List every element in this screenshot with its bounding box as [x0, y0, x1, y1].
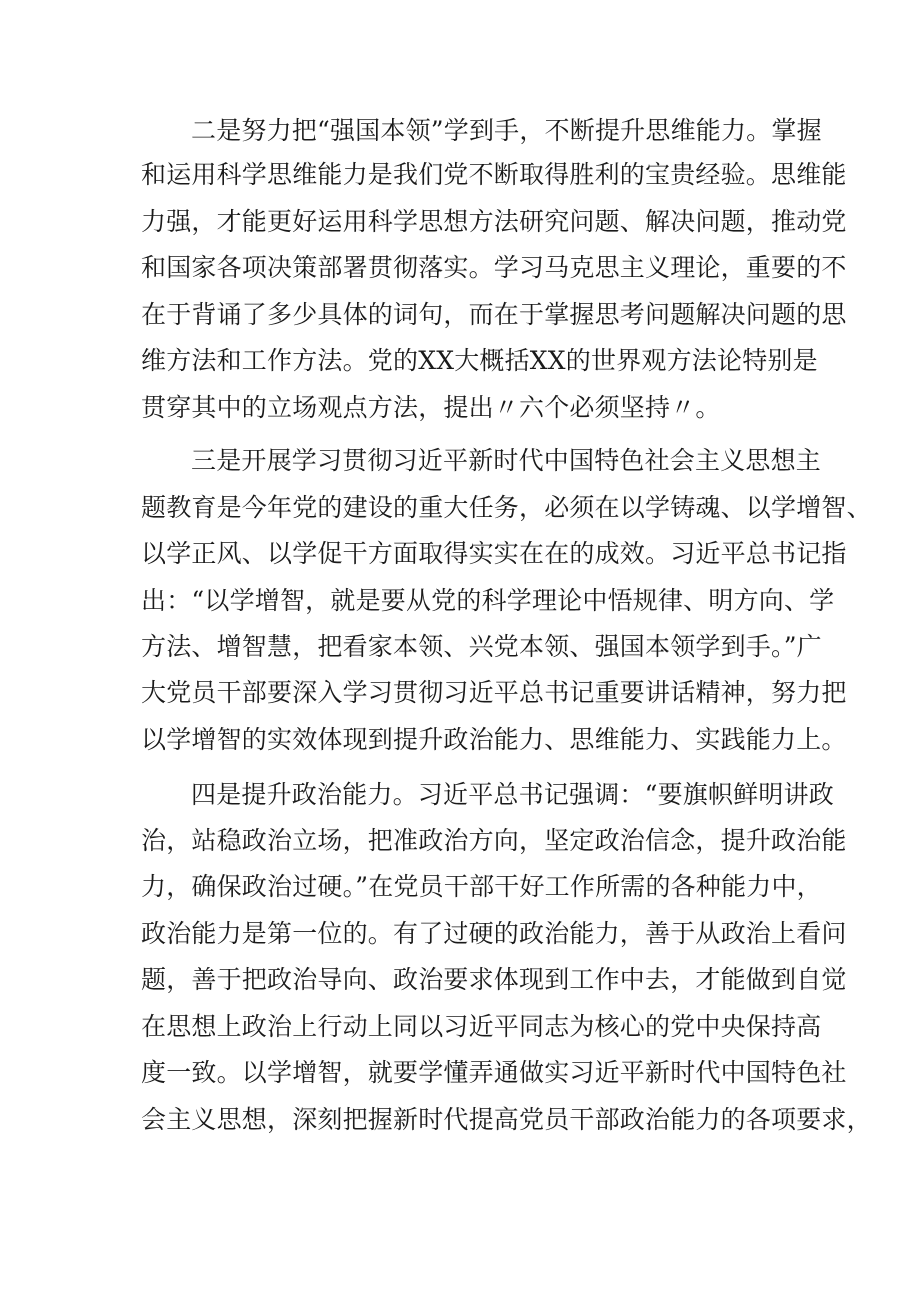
paragraph-4-line-7: 度一致。以学增智，就要学懂弄通做实习近平新时代中国特色社 — [141, 1058, 847, 1087]
paragraph-2-line-7: 贯穿其中的立场观点方法，提出〃六个必须坚持〃。 — [141, 393, 721, 422]
paragraph-4-line-1: 四是提升政治能力。习近平总书记强调：“要旗帜鲜明讲政 — [191, 780, 834, 809]
paragraph-2-line-1: 二是努力把“强国本领”学到手，不断提升思维能力。掌握 — [191, 116, 822, 145]
paragraph-4-line-3: 力，确保政治过硬。”在党员干部干好工作所需的各种能力中， — [141, 872, 822, 901]
paragraph-4-line-2: 治，站稳政治立场，把准政治方向，坚定政治信念，提升政治能 — [141, 826, 847, 855]
paragraph-3-line-5: 方法、增智慧，把看家本领、兴党本领、强国本领学到手。”广 — [141, 632, 822, 661]
paragraph-4-line-8: 会主义思想，深刻把握新时代提高党员干部政治能力的各项要求， — [141, 1105, 872, 1134]
paragraph-3-line-4: 出：“以学增智，就是要从党的科学理论中悟规律、明方向、学 — [141, 586, 835, 615]
paragraph-2-line-6: 维方法和工作方法。党的XX大概括XX的世界观方法论特别是 — [141, 346, 818, 375]
paragraph-2-line-4: 和国家各项决策部署贯彻落实。学习马克思主义理论，重要的不 — [141, 253, 847, 282]
paragraph-3-line-3: 以学正风、以学促干方面取得实实在在的成效。习近平总书记指 — [141, 539, 847, 568]
paragraph-2-line-3: 力强，才能更好运用科学思想方法研究问题、解决问题，推动党 — [141, 207, 847, 236]
paragraph-3-line-6: 大党员干部要深入学习贯彻习近平总书记重要讲话精神，努力把 — [141, 678, 847, 707]
paragraph-4-line-4: 政治能力是第一位的。有了过硬的政治能力，善于从政治上看问 — [141, 919, 847, 948]
paragraph-3-line-2: 题教育是今年党的建设的重大任务，必须在以学铸魂、以学增智、 — [141, 493, 872, 522]
paragraph-2-line-5: 在于背诵了多少具体的词句，而在于掌握思考问题解决问题的思 — [141, 300, 847, 329]
paragraph-4-line-5: 题，善于把政治导向、政治要求体现到工作中去，才能做到自觉 — [141, 965, 847, 994]
paragraph-3-line-7: 以学增智的实效体现到提升政治能力、思维能力、实践能力上。 — [141, 725, 847, 754]
paragraph-4-line-6: 在思想上政治上行动上同以习近平同志为核心的党中央保持高 — [141, 1012, 822, 1041]
paragraph-3-line-1: 三是开展学习贯彻习近平新时代中国特色社会主义思想主 — [191, 446, 822, 475]
paragraph-2-line-2: 和运用科学思维能力是我们党不断取得胜利的宝贵经验。思维能 — [141, 160, 847, 189]
